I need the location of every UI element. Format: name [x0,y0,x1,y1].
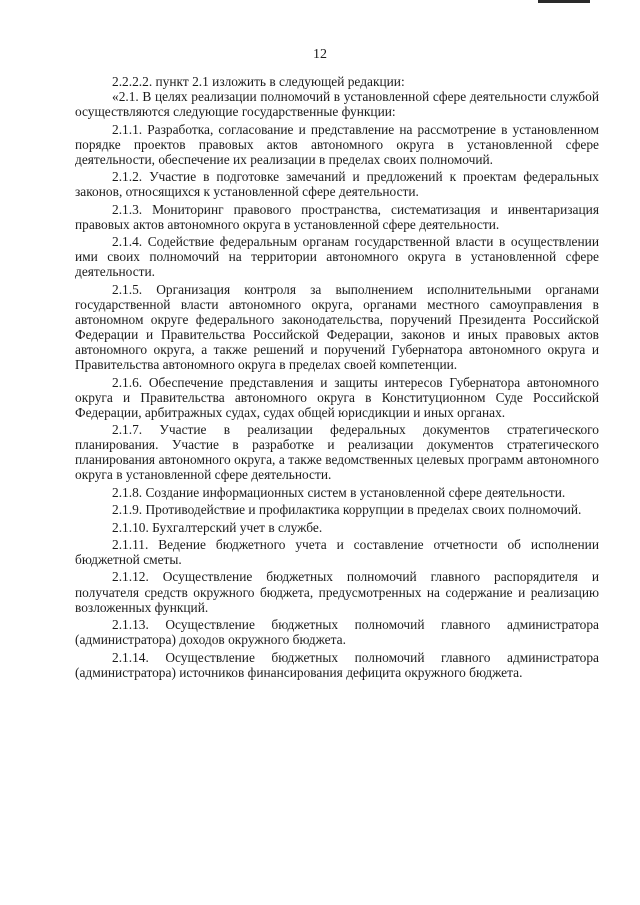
document-body [75,74,599,682]
paragraph-2-1: «2.1. В целях реализации полномочий в установленной сфере деятельности службой осуществляются следующие государственные функции: [75,89,599,120]
paragraph-2-1-12: 2.1.12. Осуществление бюджетных полномочий главного распорядителя и получателя средств окружного бюджета, предусмотренных на содержание и реализацию возложенных функций. [75,569,599,615]
paragraph-2-1-9: 2.1.9. Противодействие и профилактика коррупции в пределах своих полномочий. [112,502,582,518]
paragraph-2-1-5: 2.1.5. Организация контроля за выполнением исполнительными органами государственной власти автономного округа, органами местного самоуправления в автономном округе федерального законодательства, поручений Президента Российской Федерации и Правительства Российской Федерации, законов и иных правовых актов автономного округа, а также решений и поручений Губернатора автономного округа и Правительства автономного округа в пределах своей компетенции. [75,281,599,373]
paragraph-2-1-1: 2.1.1. Разработка, согласование и представление на рассмотрение в установленном порядке проектов правовых актов автономного округа в установленной сфере деятельности, обеспечение их реализации в пределах своих полномочий. [75,121,599,167]
scan-edge-mark [538,0,590,3]
paragraph-2-1-3: 2.1.3. Мониторинг правового пространства, систематизация и инвентаризация правовых актов автономного округа в установленной сфере деятельности. [75,201,599,232]
paragraph-intro: 2.2.2.2. пункт 2.1 изложить в следующей редакции: [112,74,405,89]
paragraph-2-1-10: 2.1.10. Бухгалтерский учет в службе. [112,519,323,535]
page-number: 12 [313,47,327,62]
paragraph-2-1-4: 2.1.4. Содействие федеральным органам государственной власти в осуществлении ими своих полномочий на территории автономного округа в установленной сфере деятельности. [75,234,599,280]
paragraph-2-1-11: 2.1.11. Ведение бюджетного учета и составление отчетности об исполнении бюджетной сметы. [75,536,599,568]
paragraph-2-1-6: 2.1.6. Обеспечение представления и защиты интересов Губернатора автономного округа и Правительства автономного округа в Конституционном Суде Российской Федерации, арбитражных судах, судах общей юрисдикции и иных органах. [75,374,599,420]
paragraph-2-1-13: 2.1.13. Осуществление бюджетных полномочий главного администратора (администратора) доходов окружного бюджета. [75,617,599,648]
paragraph-2-1-8: 2.1.8. Создание информационных систем в установленной сфере деятельности. [112,484,566,500]
paragraph-2-1-14: 2.1.14. Осуществление бюджетных полномочий главного администратора (администратора) источников финансирования дефицита окружного бюджета. [75,649,599,680]
paragraph-2-1-7: 2.1.7. Участие в реализации федеральных документов стратегического планирования. Участие в разработке и реализации документов стратегического планирования автономного округа, а также ведомственных целевых программ автономного округа в установленной сфере деятельности. [75,422,599,483]
paragraph-2-1-2: 2.1.2. Участие в подготовке замечаний и предложений к проектам федеральных законов, относящихся к установленной сфере деятельности. [75,169,599,200]
